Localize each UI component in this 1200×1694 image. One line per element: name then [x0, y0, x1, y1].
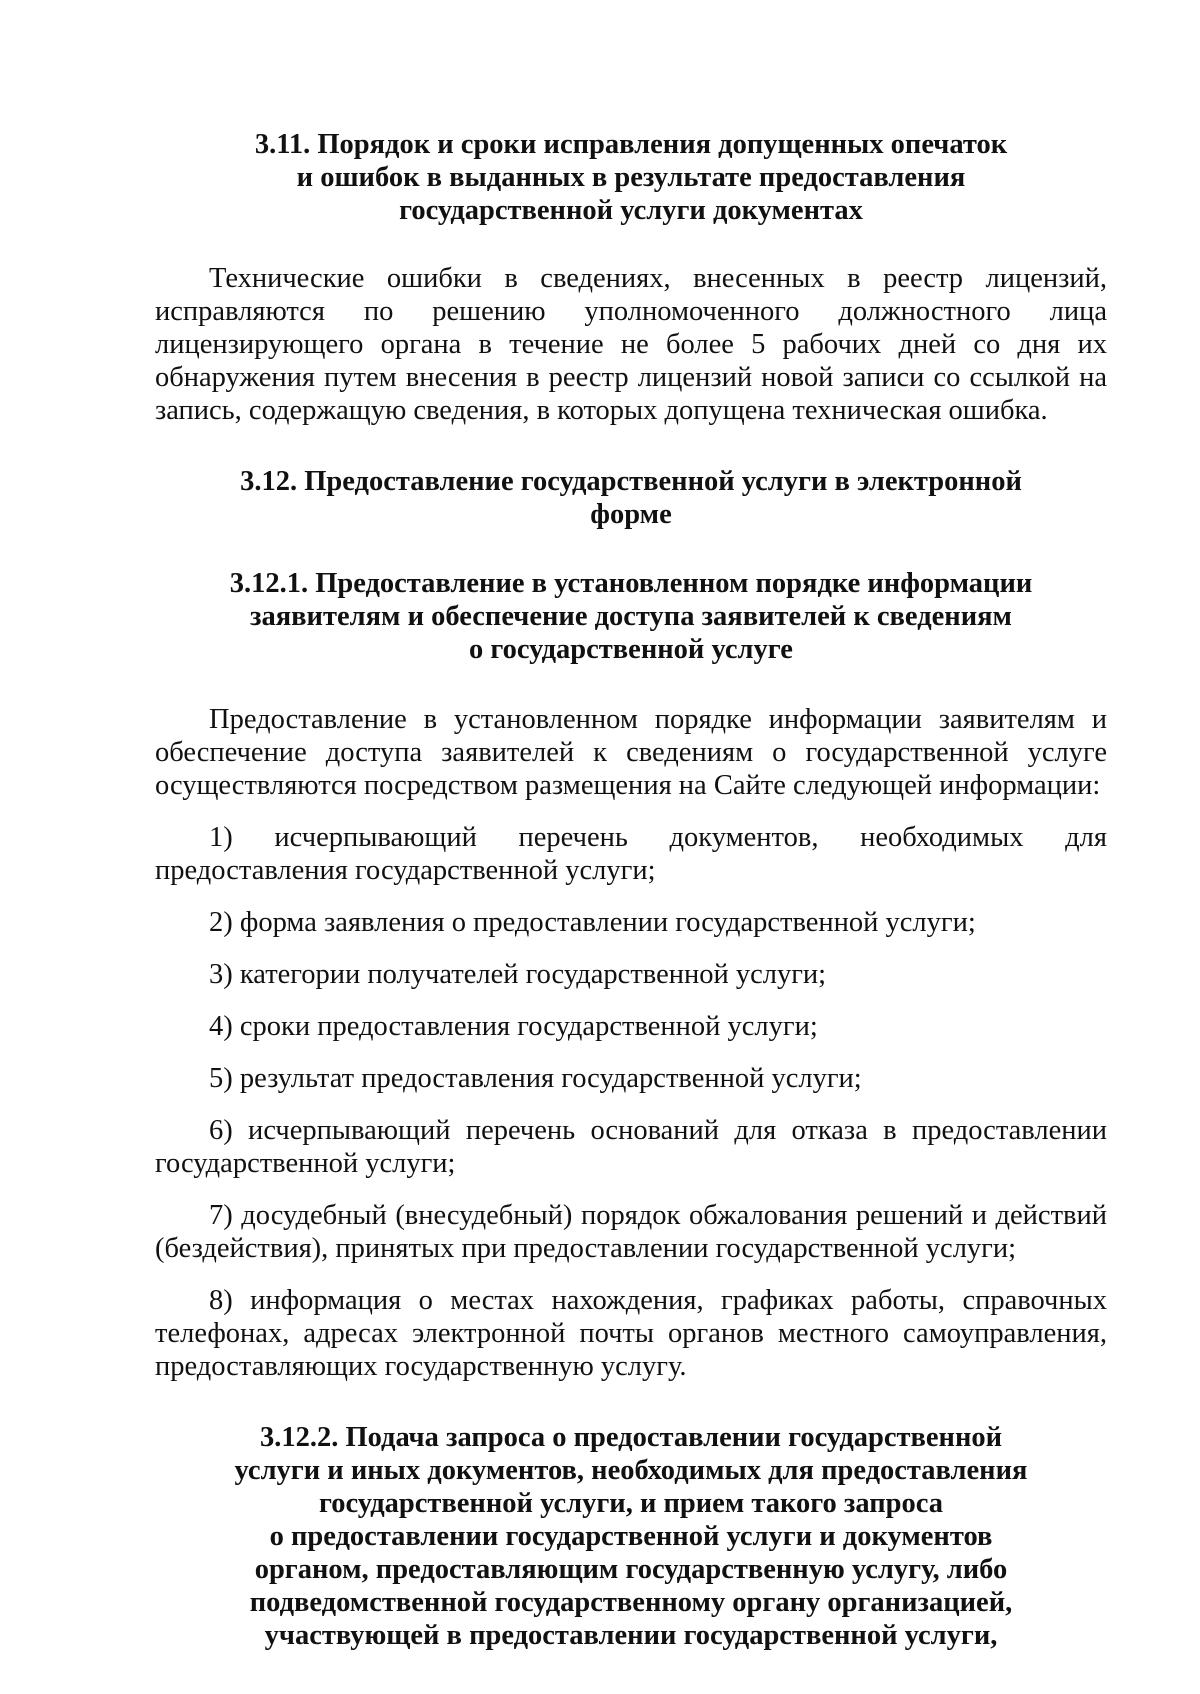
- section-3-11-heading: [155, 128, 1107, 227]
- heading-line: участвующей в предоставлении государственной услуги,: [264, 1620, 998, 1651]
- information-intro-paragraph: Предоставление в установленном порядке информации заявителям и обеспечение доступа заявителей к сведениям о государственной услуге осуществляются посредством размещения на Сайте следующей информации:: [155, 704, 1107, 801]
- section-3-12-heading: [155, 465, 1107, 531]
- heading-line: о государственной услуге: [469, 634, 793, 665]
- heading-line: подведомственной государственному органу организацией,: [249, 1587, 1013, 1618]
- heading-line: органом, предоставляющим государственную услугу, либо: [254, 1554, 1008, 1585]
- information-list: [155, 821, 1107, 1383]
- list-item: 8) информация о местах нахождения, графиках работы, справочных телефонах, адресах электронной почты органов местного самоуправления, предоставляющих государственную услугу.: [155, 1285, 1107, 1382]
- section-3-12-1-heading: [155, 567, 1107, 666]
- heading-line: услуги и иных документов, необходимых для предоставления: [234, 1455, 1028, 1486]
- heading-line: 3.12.2. Подача запроса о предоставлении государственной: [259, 1422, 1003, 1453]
- heading-line: 3.12.1. Предоставление в установленном порядке информации: [229, 568, 1033, 599]
- document-page: [155, 128, 1107, 1652]
- list-item: 3) категории получателей государственной услуги;: [209, 959, 827, 990]
- heading-line: государственной услуги, и прием такого запроса: [319, 1488, 943, 1519]
- list-item: 1) исчерпывающий перечень документов, необходимых для предоставления государственной услуги;: [155, 822, 1107, 886]
- list-item: 7) досудебный (внесудебный) порядок обжалования решений и действий (бездействия), принятых при предоставлении государственной услуги;: [155, 1200, 1107, 1264]
- list-item: 2) форма заявления о предоставлении государственной услуги;: [209, 907, 976, 938]
- list-item: 4) сроки предоставления государственной услуги;: [209, 1011, 818, 1042]
- heading-line: 3.12. Предоставление государственной услуги в электронной: [240, 466, 1022, 497]
- heading-line: государственной услуги документах: [399, 195, 863, 226]
- list-item: 6) исчерпывающий перечень оснований для отказа в предоставлении государственной услуги;: [155, 1115, 1107, 1179]
- heading-line: и ошибок в выданных в результате предоставления: [296, 162, 966, 193]
- list-item: 5) результат предоставления государственной услуги;: [209, 1063, 862, 1094]
- heading-line: форме: [590, 499, 672, 530]
- technical-errors-paragraph: Технические ошибки в сведениях, внесенных в реестр лицензий, исправляются по решению уполномоченного должностного лица лицензирующего органа в течение не более 5 рабочих дней со дня их обнаружения путем внесения в реестр лицензий новой записи со ссылкой на запись, содержащую сведения, в которых допущена техническая ошибка.: [155, 263, 1107, 426]
- heading-line: 3.11. Порядок и сроки исправления допущенных опечаток: [254, 129, 1008, 160]
- section-3-12-2-heading: [155, 1421, 1107, 1652]
- heading-line: заявителям и обеспечение доступа заявителей к сведениям: [250, 601, 1012, 632]
- heading-line: о предоставлении государственной услуги и документов: [269, 1521, 993, 1552]
